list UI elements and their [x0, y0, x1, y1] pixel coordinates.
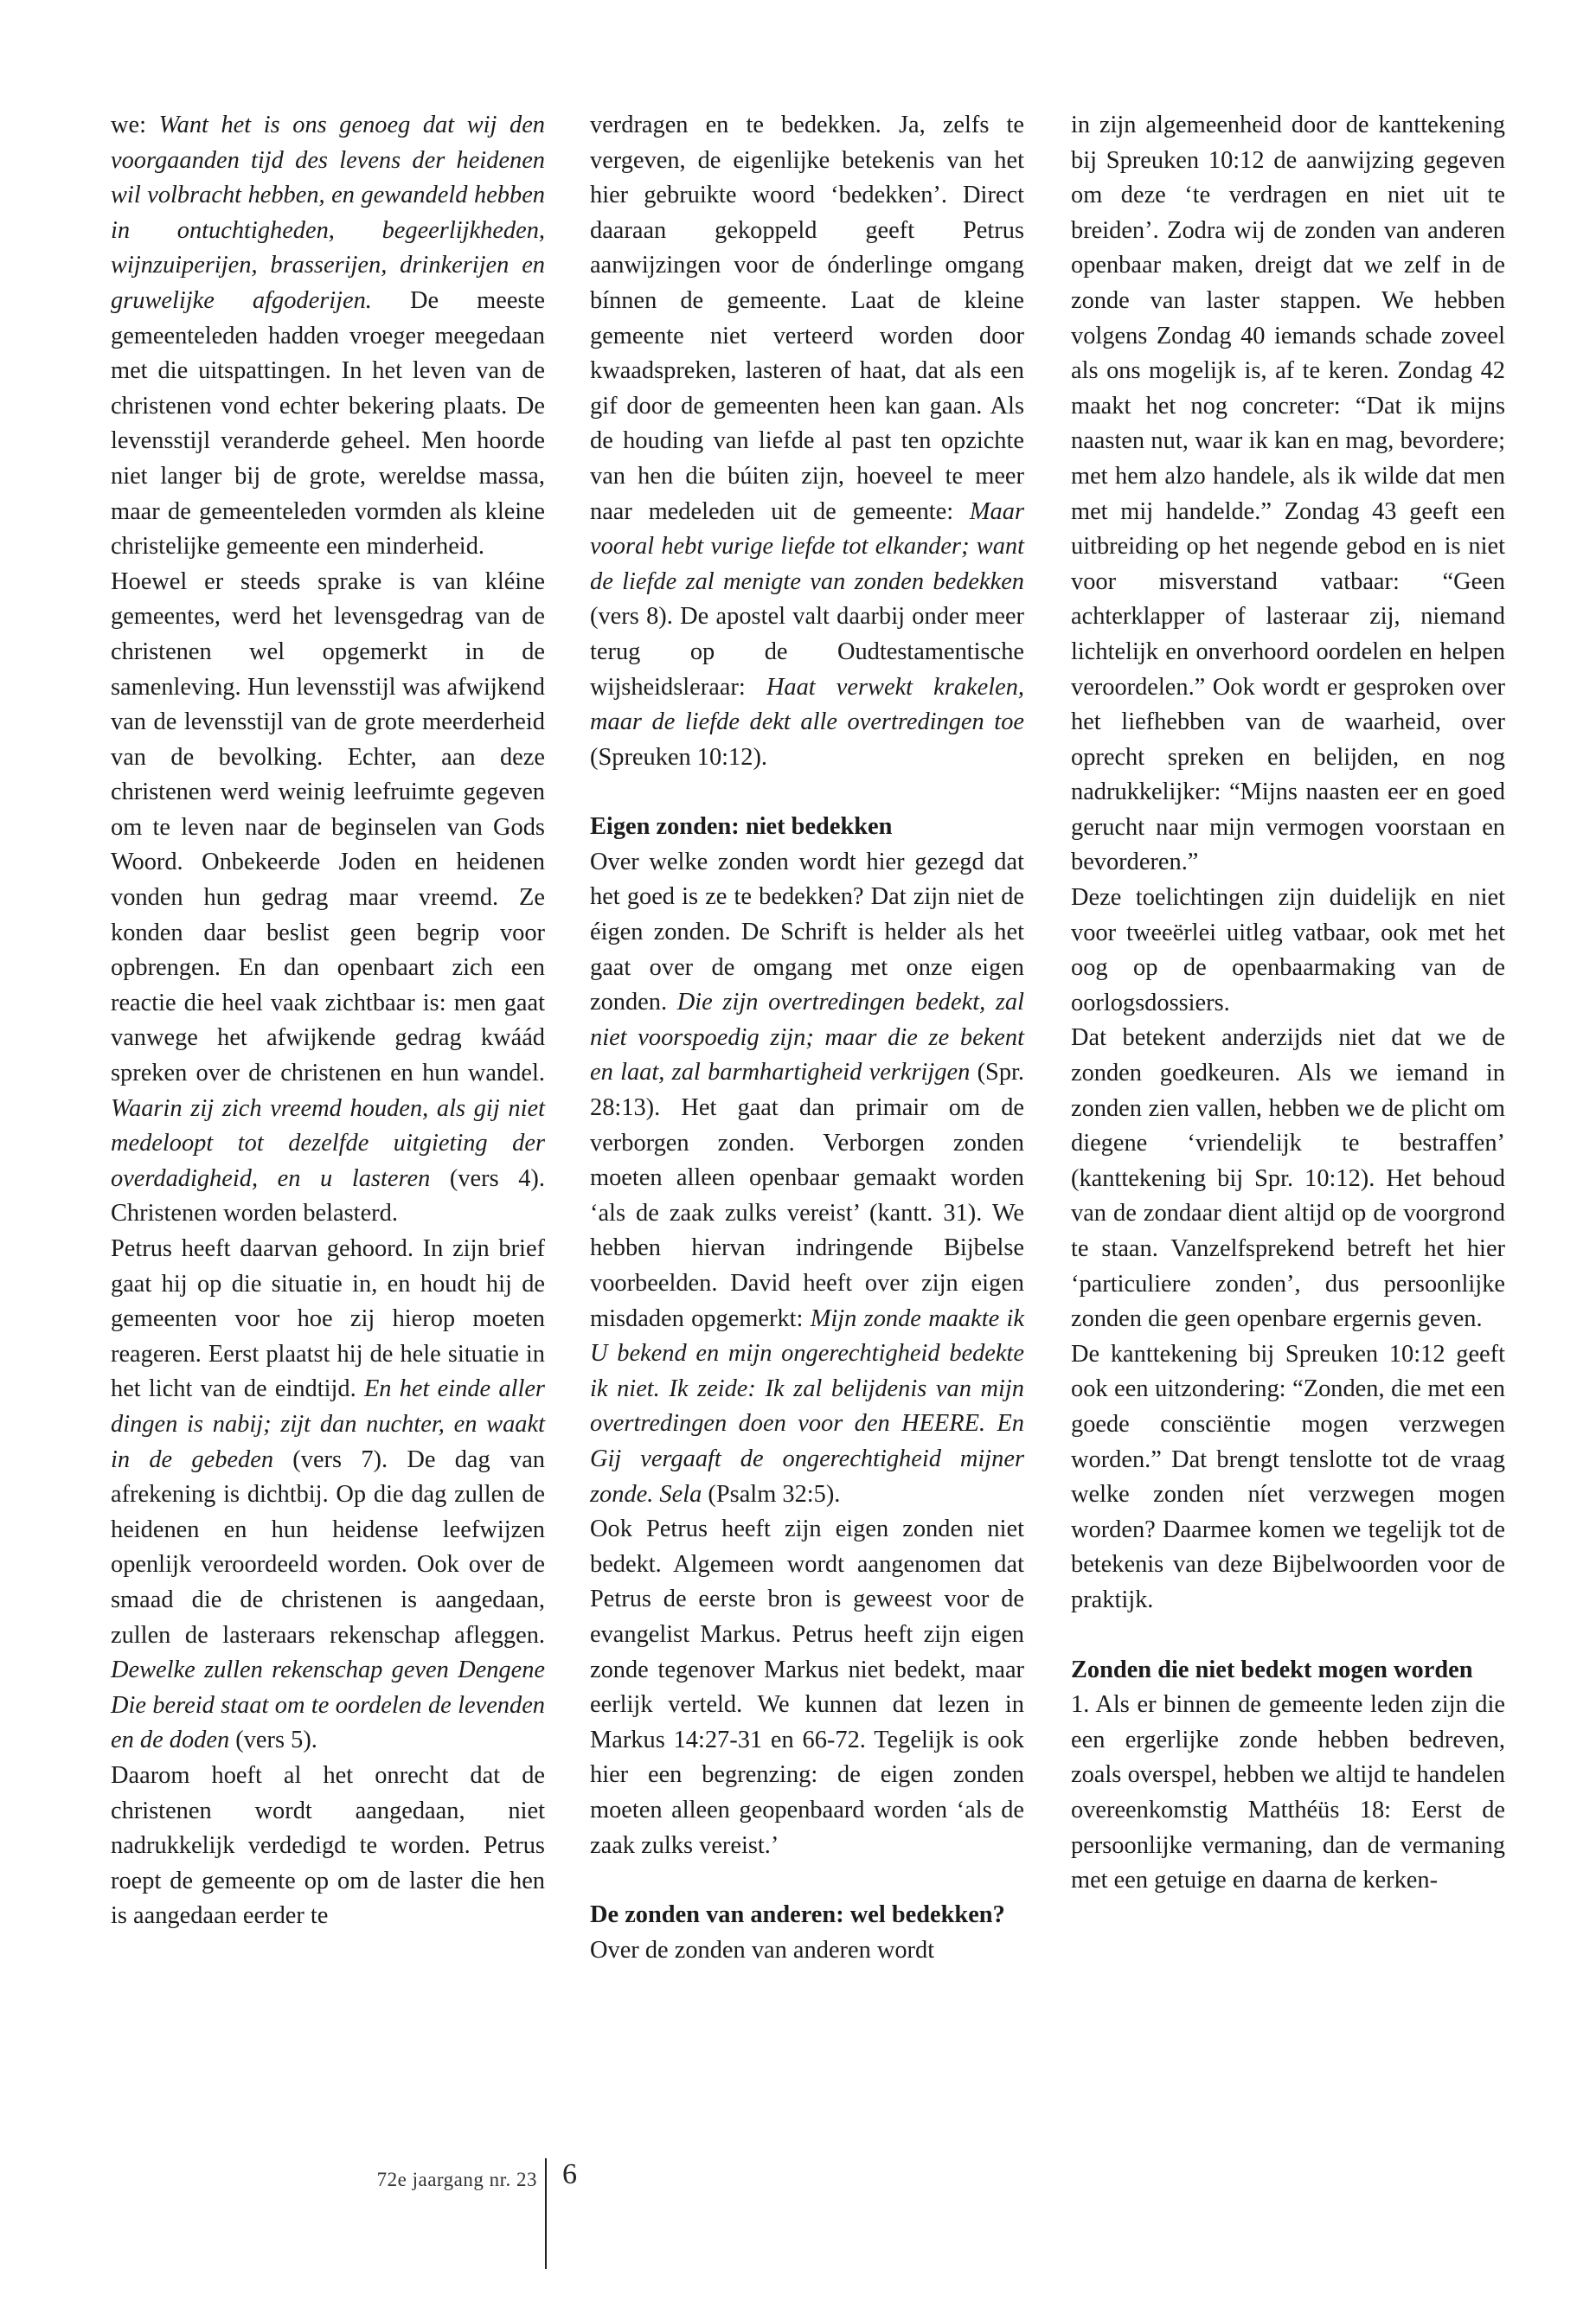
scripture-quote: Maar vooral hebt vurige liefde tot elkander; want de liefde zal menigte van zonden bedekken	[590, 497, 1024, 595]
scripture-quote: Waarin zij zich vreemd houden, als gij niet medeloopt tot dezelfde uitgieting der overdadigheid, en u lasteren	[111, 1094, 545, 1192]
text-run: we:	[111, 112, 159, 138]
text-run: (vers 5).	[229, 1727, 317, 1754]
paragraph	[590, 1512, 1024, 1863]
scripture-quote: Mijn zonde maakte ik U bekend en mijn ongerechtigheid bedekte ik niet. Ik zeide: Ik zal belijdenis van mijn overtredingen doen voor den HEERE. En Gij vergaaft de ongerechtigheid mijner zonde. Sela	[590, 1304, 1024, 1508]
text-run: (Psalm 32:5).	[702, 1480, 841, 1508]
text-run: Daarom hoeft al het onrecht dat de christenen wordt aangedaan, niet nadrukkelijk verdedigd te worden. Petrus roept de gemeente op om de laster die hen is aangedaan eerder te	[111, 1761, 545, 1930]
paragraph	[111, 108, 545, 565]
paragraph	[590, 845, 1024, 1512]
scripture-quote: Die zijn overtredingen bedekt, zal niet voorspoedig zijn; maar die ze bekent en laat, zal barmhartigheid verkrijgen	[590, 989, 1024, 1086]
paragraph	[1071, 108, 1505, 881]
paragraph	[1071, 1688, 1505, 1899]
text-run: Over de zonden van anderen wordt	[590, 1936, 935, 1964]
text-run: Ook Petrus heeft zijn eigen zonden niet bedekt. Algemeen wordt aangenomen dat Petrus de eerste bron is geweest voor de evangelist Markus. Petrus heeft zijn eigen zonde tegenover Markus niet bedekt, maar eerlijk verteld. We kunnen dat lezen in Markus 14:27-31 en 66-72. Tegelijk is ook hier een begrenzing: de eigen zonden moeten alleen geopenbaard worden ‘als de zaak zulks vereist.’	[590, 1516, 1024, 1859]
article-column-3	[1071, 108, 1505, 1899]
text-run: (vers 4). Christenen worden belasterd.	[111, 1164, 545, 1227]
paragraph	[111, 1232, 545, 1759]
scripture-quote: En het einde aller dingen is nabij; zijt dan nuchter, en waakt in de gebeden	[111, 1375, 545, 1473]
section-heading: De zonden van anderen: wel bedekken?	[590, 1901, 1005, 1929]
paragraph	[1071, 1337, 1505, 1618]
article-column-1	[111, 108, 545, 1934]
text-run: De kanttekening bij Spreuken 10:12 geeft ook een uitzondering: “Zonden, die met een goede consciëntie mogen verzwegen worden.” Dat brengt tenslotte tot de vraag welke zonden níet verzwegen mogen worden? Daarmee komen we tegelijk tot de betekenis van deze Bijbelwoorden voor de praktijk.	[1071, 1340, 1505, 1613]
paragraph	[590, 108, 1024, 775]
paragraph	[1071, 1021, 1505, 1336]
paragraph	[590, 1933, 1024, 1969]
text-run: (vers 8). De apostel valt daarbij onder meer terug op de Oudtestamentische wijsheidsleraar:	[590, 603, 1024, 701]
text-run: (Spr. 28:13). Het gaat dan primair om de verborgen zonden. Verborgen zonden moeten alleen openbaar gemaakt worden ‘als de zaak zulks vereist’ (kantt. 31). We hebben hiervan indringende Bijbelse voorbeelden. David heeft over zijn eigen misdaden opgemerkt:	[590, 1059, 1024, 1332]
scripture-quote: Want het is ons genoeg dat wij den voorgaanden tijd des levens der heidenen wil volbracht hebben, en gewandeld hebben in ontuchtigheden, begeerlijkheden, wijnzuiperijen, brasserijen, drinkerijen en gruwelijke afgoderijen.	[111, 112, 545, 314]
footer-divider	[545, 2158, 547, 2269]
paragraph	[111, 565, 545, 1232]
paragraph	[111, 1759, 545, 1934]
text-run: Hoewel er steeds sprake is van kléine gemeentes, werd het levensgedrag van de christenen wel opgemerkt in de samenleving. Hun levensstijl was afwijkend van de levensstijl van de grote meerderheid van de bevolking. Echter, aan deze christenen werd weinig leefruimte gegeven om te leven naar de beginselen van Gods Woord. Onbekeerde Joden en heidenen vonden hun gedrag maar vreemd. Ze konden daar beslist geen begrip voor opbrengen. En dan openbaart zich een reactie die heel vaak zichtbaar is: men gaat vanwege het afwijkende gedrag kwáád spreken over de christenen en hun wandel.	[111, 567, 545, 1087]
text-run: 1. Als er binnen de gemeente leden zijn die een ergerlijke zonde hebben bedreven, zoals overspel, hebben we altijd te handelen overeenkomstig Matthéüs 18: Eerst de persoonlijke vermaning, dan de vermaning met een getuige en daarna de kerken-	[1071, 1691, 1505, 1894]
article-column-2	[590, 108, 1024, 1968]
text-run: Deze toelichtingen zijn duidelijk en niet voor tweeërlei uitleg vatbaar, ook met het oog op de openbaarmaking van de oorlogsdossiers.	[1071, 884, 1505, 1016]
text-run: in zijn algemeenheid door de kanttekening bij Spreuken 10:12 de aanwijzing gegeven om deze ‘te verdragen en niet uit te breiden’. Zodra wij de zonden van anderen openbaar maken, dreigt dat we zelf in de zonde van laster stappen. We hebben volgens Zondag 40 iemands schade zoveel als ons mogelijk is, af te keren. Zondag 42 maakt het nog concreter: “Dat ik mijns naasten nut, waar ik kan en mag, bevordere; met hem alzo handele, als ik wilde dat men met mij handelde.” Zondag 43 geeft een uitbreiding op het negende gebod en is niet voor misverstand vatbaar: “Geen achterklapper of lasteraar zij, niemand lichtelijk en onverhoord oordelen en helpen veroordelen.” Ook wordt er gesproken over het liefhebben van de waarheid, over oprecht spreken en belijden, en nog nadrukkelijker: “Mijns naasten eer en goed gerucht naar mijn vermogen voorstaan en bevorderen.”	[1071, 112, 1505, 876]
text-run: De meeste gemeenteleden hadden vroeger meegedaan met die uitspattingen. In het leven van de christenen vond echter bekering plaats. De levensstijl veranderde geheel. Men hoorde niet langer bij de grote, wereldse massa, maar de gemeenteleden vormden als kleine christelijke gemeente een minderheid.	[111, 286, 546, 561]
text-run: Petrus heeft daarvan gehoord. In zijn brief gaat hij op die situatie in, en houdt hij de gemeenten voor hoe zij hierop moeten reageren. Eerst plaatst hij de hele situatie in het licht van de eindtijd.	[111, 1235, 545, 1403]
page-number: 6	[562, 2158, 577, 2190]
text-run: Over welke zonden wordt hier gezegd dat het goed is ze te bedekken? Dat zijn niet de éigen zonden. De Schrift is helder als het gaat over de omgang met onze eigen zonden.	[590, 848, 1024, 1016]
text-run: (Spreuken 10:12).	[590, 743, 768, 771]
text-run: Dat betekent anderzijds niet dat we de zonden goedkeuren. Als we iemand in zonden zien vallen, hebben we de plicht om diegene ‘vriendelijk te bestraffen’ (kanttekening bij Spr. 10:12). Het behoud van de zondaar dient altijd op de voorgrond te staan. Vanzelfsprekend betreft het hier ‘particuliere zonden’, dus persoonlijke zonden die geen openbare ergernis geven.	[1071, 1024, 1505, 1333]
text-run: (vers 7). De dag van afrekening is dichtbij. Op die dag zullen de heidenen en hun heidense leefwijzen openlijk veroordeeld worden. Ook over de smaad die de christenen is aangedaan, zullen de lasteraars rekenschap afleggen.	[111, 1445, 546, 1649]
scripture-quote: Haat verwekt krakelen, maar de liefde dekt alle overtredingen toe	[590, 673, 1024, 736]
journal-issue: 72e jaargang nr. 23	[376, 2169, 537, 2190]
section-heading: Eigen zonden: niet bedekken	[590, 813, 893, 841]
scripture-quote: Dewelke zullen rekenschap geven Dengene Die bereid staat om te oordelen de levenden en de doden	[111, 1657, 545, 1754]
section-heading: Zonden die niet bedekt mogen worden	[1071, 1656, 1473, 1683]
text-run: verdragen en te bedekken. Ja, zelfs te vergeven, de eigenlijke betekenis van het hier gebruikte woord ‘bedekken’. Direct daaraan gekoppeld geeft Petrus aanwijzingen voor de ónderlinge omgang bínnen de gemeente. Laat de kleine gemeente niet verteerd worden door kwaadspreken, lasteren of haat, dat als een gif door de gemeenten heen kan gaan. Als de houding van liefde al past ten opzichte van hen die búiten zijn, hoeveel te meer naar medeleden uit de gemeente:	[590, 112, 1024, 525]
paragraph	[1071, 881, 1505, 1021]
page-footer	[0, 2158, 1596, 2271]
